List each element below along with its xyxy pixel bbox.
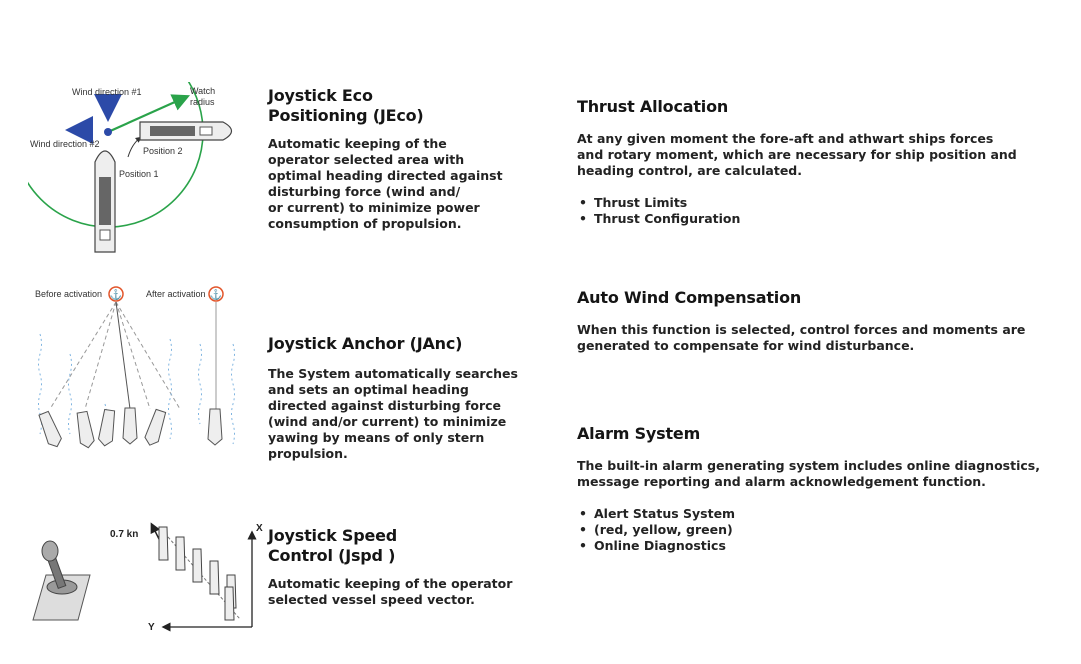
wind2-label: Wind direction #2	[30, 139, 100, 149]
ship-position-2	[140, 122, 232, 140]
after-label: After activation	[146, 289, 206, 299]
list-item: • Thrust Limits	[577, 195, 1057, 211]
janc-text-line: and sets an optimal heading	[268, 382, 469, 397]
watch-label-1: Watch	[190, 86, 216, 96]
center-dot	[104, 128, 112, 136]
thrust-title: Thrust Allocation	[577, 97, 729, 116]
anchor-icon-before	[109, 287, 123, 301]
jeco-text	[268, 136, 528, 232]
thrust-text	[577, 131, 1057, 179]
anchor-icon-after	[209, 287, 223, 301]
janc-text-line: The System automatically searches	[268, 366, 518, 381]
jspd-diagram	[28, 515, 263, 635]
jeco-diagram	[28, 82, 248, 262]
anchor-lines	[50, 302, 180, 409]
list-item: • (red, yellow, green)	[577, 522, 1067, 538]
janc-text-line: directed against disturbing force	[268, 398, 502, 413]
janc-text-line: (wind and/or current) to minimize	[268, 414, 507, 429]
jeco-text-line: or current) to minimize power	[268, 200, 480, 215]
alarm-text-line: The built-in alarm generating system includes online diagnostics,	[577, 458, 1040, 473]
jeco-text-line: consumption of propulsion.	[268, 216, 462, 231]
janc-diagram	[30, 284, 240, 464]
jeco-text-line: Automatic keeping of the	[268, 136, 447, 151]
alarm-section	[577, 424, 1067, 554]
list-item: • Online Diagnostics	[577, 538, 1067, 554]
alarm-text-line: message reporting and alarm acknowledgement function.	[577, 474, 986, 489]
alarm-bullets	[577, 506, 1067, 554]
jeco-text-line: operator selected area with	[268, 152, 465, 167]
joystick-icon	[33, 541, 90, 620]
wind-section	[577, 288, 1057, 354]
jeco-text-line: disturbing force (wind and/	[268, 184, 461, 199]
wind-text-line: When this function is selected, control forces and moments are	[577, 322, 1026, 337]
x-axis-label: X	[256, 523, 263, 534]
alarm-text	[577, 458, 1067, 490]
jspd-title	[268, 526, 538, 566]
speed-ships	[159, 527, 236, 620]
wind-title: Auto Wind Compensation	[577, 288, 802, 307]
pos2-label: Position 2	[143, 146, 183, 156]
jspd-title-line2: Control (Jspd )	[268, 546, 396, 565]
position-arrow	[128, 138, 140, 157]
list-item: • Thrust Configuration	[577, 211, 1057, 227]
jeco-title-line1: Joystick Eco	[268, 86, 373, 105]
y-axis-label: Y	[148, 622, 155, 633]
janc-text	[268, 366, 538, 462]
janc-title: Joystick Anchor (JAnc)	[268, 334, 463, 353]
pos1-label: Position 1	[119, 169, 159, 179]
alarm-title: Alarm System	[577, 424, 701, 443]
jeco-title	[268, 86, 528, 126]
jspd-text-line: selected vessel speed vector.	[268, 592, 475, 607]
watch-label-2: radius	[190, 97, 215, 107]
anchored-ships	[37, 408, 222, 449]
jspd-title-line1: Joystick Speed	[268, 526, 398, 545]
list-item: • Alert Status System	[577, 506, 1067, 522]
svg-text:⚓: ⚓	[109, 290, 123, 301]
ship-position-1	[95, 151, 115, 252]
janc-text-line: propulsion.	[268, 446, 348, 461]
thrust-text-line: and rotary moment, which are necessary for ship position and	[577, 147, 1017, 162]
wind-text	[577, 322, 1057, 354]
wind-text-line: generated to compensate for wind disturbance.	[577, 338, 915, 353]
thrust-text-line: At any given moment the fore-aft and athwart ships forces	[577, 131, 994, 146]
jspd-text	[268, 576, 538, 608]
svg-text:⚓: ⚓	[209, 290, 223, 301]
thrust-section	[577, 97, 1057, 227]
speed-label: 0.7 kn	[110, 529, 139, 540]
jeco-section	[268, 86, 528, 232]
wind1-label: Wind direction #1	[72, 87, 142, 97]
thrust-bullets	[577, 195, 1057, 227]
jeco-text-line: optimal heading directed against	[268, 168, 503, 183]
jspd-text-line: Automatic keeping of the operator	[268, 576, 513, 591]
before-label: Before activation	[35, 289, 103, 299]
thrust-text-line: heading control, are calculated.	[577, 163, 802, 178]
jeco-title-line2: Positioning (JEco)	[268, 106, 424, 125]
jspd-section	[268, 526, 538, 608]
janc-section	[268, 334, 538, 462]
janc-text-line: yawing by means of only stern	[268, 430, 485, 445]
anchor-line-active	[116, 302, 130, 409]
